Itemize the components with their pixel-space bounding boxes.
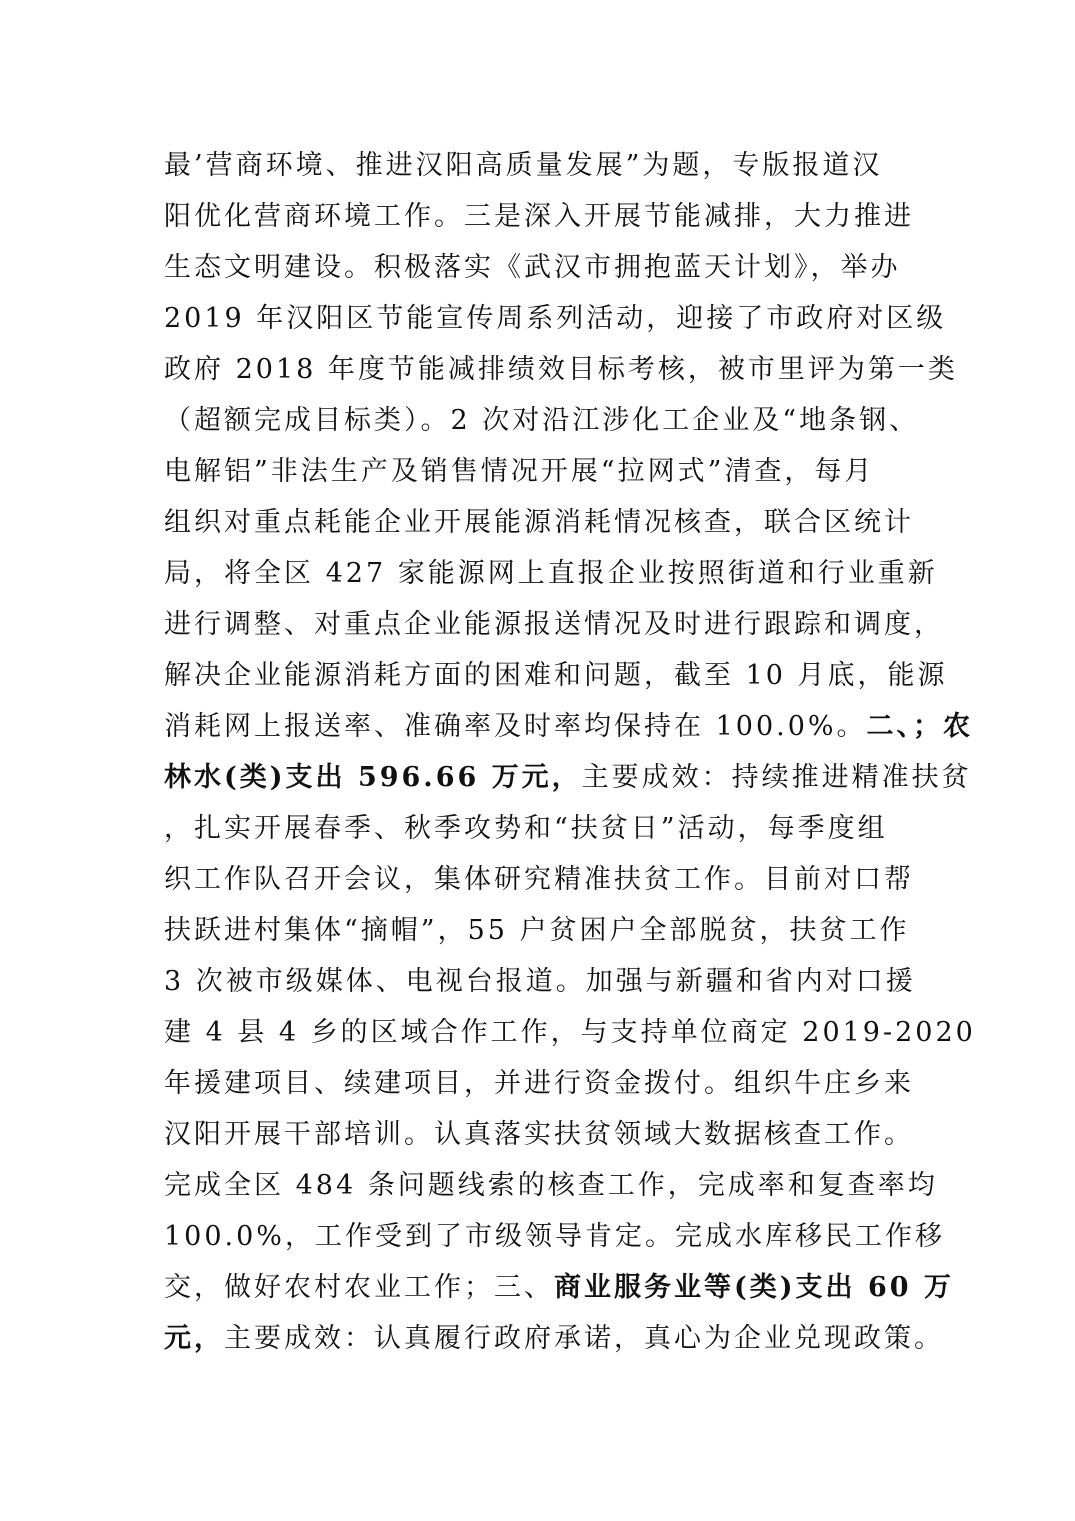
- text-line: [164, 1058, 924, 1109]
- text-line: [164, 803, 924, 854]
- text-line: [164, 242, 924, 293]
- text-line: [164, 701, 974, 752]
- bold-text-segment: 元，: [164, 1323, 224, 1354]
- text-line: [164, 1313, 944, 1364]
- text-line: [164, 497, 924, 548]
- bold-text-segment: 二、；农: [866, 711, 974, 742]
- text-line: [164, 599, 944, 650]
- text-line: [164, 752, 972, 803]
- text-line: [164, 905, 924, 956]
- text-segment: 组织对重点耗能企业开展能源消耗情况核查，联合区统计: [164, 507, 914, 538]
- text-line: [164, 854, 924, 905]
- text-segment: 主要成效：持续推进精准扶贫: [581, 762, 972, 793]
- text-segment: 生态文明建设。积极落实《武汉市拥抱蓝天计划》，举办: [164, 252, 901, 283]
- text-segment: 进行调整、对重点企业能源报送情况及时进行跟踪和调度，: [164, 609, 944, 640]
- text-line: [164, 395, 924, 446]
- text-line: [164, 191, 924, 242]
- text-segment: 主要成效：认真履行政府承诺，真心为企业兑现政策。: [224, 1323, 944, 1354]
- text-segment: 扶跃进村集体“摘帽”，55 户贫困户全部脱贫，扶贫工作: [164, 915, 910, 946]
- text-segment: 100.0%，工作受到了市级领导肯定。完成水库移民工作移: [164, 1221, 945, 1252]
- text-line: [164, 293, 947, 344]
- bold-text-segment: 商业服务业等(类)支出 60 万: [554, 1272, 954, 1303]
- text-line: [164, 140, 924, 191]
- text-segment: 政府 2018 年度节能减排绩效目标考核，被市里评为第一类: [164, 354, 958, 385]
- text-segment: 完成全区 484 条问题线索的核查工作，完成率和复查率均: [164, 1170, 938, 1201]
- text-segment: （超额完成目标类）。2 次对沿江涉化工企业及“地条钢、: [164, 405, 920, 436]
- text-segment: 阳优化营商环境工作。三是深入开展节能减排，大力推进: [164, 201, 914, 232]
- text-line: [164, 344, 958, 395]
- text-segment: 2019 年汉阳区节能宣传周系列活动，迎接了市政府对区级: [164, 303, 947, 334]
- text-line: [164, 446, 924, 497]
- text-line: [164, 1109, 924, 1160]
- text-line: [164, 1211, 945, 1262]
- body-text: [164, 140, 976, 1364]
- text-line: [164, 1007, 976, 1058]
- text-line: [164, 650, 948, 701]
- text-line: [164, 1262, 954, 1313]
- text-segment: 3 次被市级媒体、电视台报道。加强与新疆和省内对口援: [164, 966, 916, 997]
- text-line: [164, 548, 938, 599]
- text-segment: 汉阳开展干部培训。认真落实扶贫领域大数据核查工作。: [164, 1119, 914, 1150]
- text-line: [164, 956, 924, 1007]
- text-segment: 交，做好农村农业工作；三、: [164, 1272, 554, 1303]
- text-segment: 年援建项目、续建项目，并进行资金拨付。组织牛庄乡来: [164, 1068, 914, 1099]
- text-segment: 织工作队召开会议，集体研究精准扶贫工作。目前对口帮: [164, 864, 914, 895]
- text-segment: 最’营商环境、推进汉阳高质量发展”为题，专版报道汉: [164, 150, 883, 181]
- text-segment: ，扎实开展春季、秋季攻势和“扶贫日”活动，每季度组: [164, 813, 888, 844]
- text-segment: 解决企业能源消耗方面的困难和问题，截至 10 月底，能源: [164, 660, 948, 691]
- bold-text-segment: 林水(类)支出 596.66 万元，: [164, 762, 582, 793]
- text-segment: 电解铝”非法生产及销售情况开展“拉网式”清查，每月: [164, 456, 875, 487]
- text-segment: 消耗网上报送率、准确率及时率均保持在 100.0%。: [164, 711, 867, 742]
- text-segment: 建 4 县 4 乡的区域合作工作，与支持单位商定 2019-2020: [164, 1017, 976, 1048]
- text-line: [164, 1160, 938, 1211]
- text-segment: 局，将全区 427 家能源网上直报企业按照街道和行业重新: [164, 558, 938, 589]
